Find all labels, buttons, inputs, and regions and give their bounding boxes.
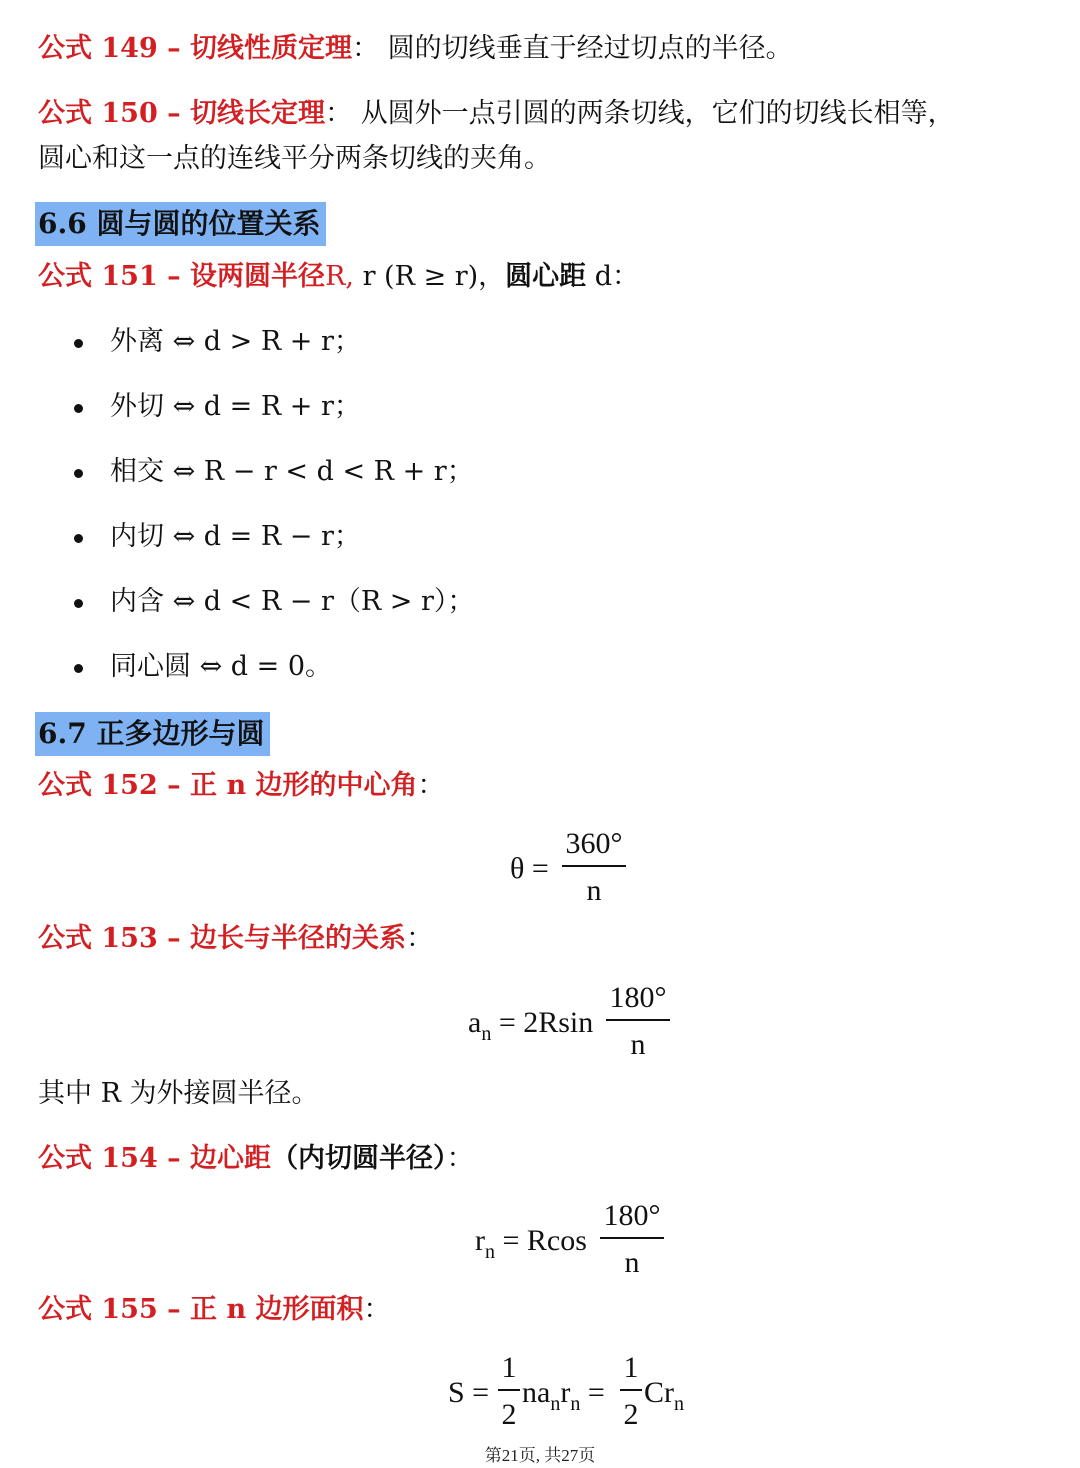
formula-154-paren: （内切圆半径） (271, 1143, 447, 1174)
list-item (72, 585, 474, 650)
formula-153-note: 其中 R 为外接圆半径。 (38, 1078, 319, 1109)
formula-150-continued (38, 142, 551, 176)
relation-condition: ⇔ d = 0。 (191, 651, 333, 682)
list-item (72, 455, 474, 520)
equation-152-fraction (562, 826, 626, 909)
circle-relation-list (72, 325, 474, 715)
formula-151 (38, 260, 639, 294)
formula-153-tail: ： (406, 923, 434, 954)
list-item (72, 650, 474, 715)
fraction-denominator: n (624, 1246, 640, 1279)
formula-152-label: 公式 152 – 正 n 边形的中心角 (38, 770, 418, 801)
formula-149 (38, 32, 793, 66)
relation-condition: ⇔ d = R + r； (164, 391, 361, 422)
formula-150-text-2: 圆心和这一点的连线平分两条切线的夹角。 (38, 143, 551, 174)
equation-153-fraction (606, 980, 670, 1063)
relation-condition: ⇔ R − r < d < R + r； (164, 456, 474, 487)
list-item (72, 520, 474, 585)
equation-155-sub-3: n (674, 1393, 684, 1415)
relation-term: 内切 (110, 521, 164, 552)
equation-155-equals: = (580, 1376, 605, 1409)
relation-term: 相交 (110, 456, 164, 487)
relation-term: 外离 (110, 326, 164, 357)
formula-150 (38, 97, 955, 131)
equation-155-sub-1: n (550, 1393, 561, 1415)
fraction-numerator: 1 (623, 1351, 639, 1384)
section-heading-6-6: 6.6 圆与圆的位置关系 (35, 202, 326, 246)
formula-152-tail: ： (417, 770, 445, 801)
fraction-denominator: 2 (501, 1398, 517, 1431)
fraction-denominator: 2 (623, 1398, 639, 1431)
equation-155-tail (644, 1376, 684, 1415)
formula-151-vars: R, (325, 261, 354, 292)
fraction-numerator: 180° (609, 981, 667, 1014)
formula-150-label: 公式 150 – 切线长定理 (38, 98, 326, 129)
equation-155-fraction-1 (498, 1350, 520, 1433)
bullet-dot-icon (74, 599, 83, 608)
fraction-bar (606, 1019, 670, 1021)
bullet-dot-icon (74, 469, 83, 478)
relation-term: 同心圆 (110, 651, 191, 682)
equation-155-sub-2: n (570, 1393, 581, 1415)
bullet-dot-icon (74, 664, 83, 673)
formula-153-label: 公式 153 – 边长与半径的关系 (38, 923, 407, 954)
equation-154-fraction (600, 1198, 664, 1281)
relation-condition: ⇔ d < R − r（R > r）； (164, 586, 475, 617)
fraction-numerator: 360° (565, 827, 623, 860)
section-heading-6-7: 6.7 正多边形与圆 (35, 712, 270, 756)
equation-154 (475, 1224, 587, 1263)
equation-155-middle (522, 1376, 605, 1415)
equation-154-r: r (475, 1224, 485, 1257)
formula-154-tail: ： (446, 1143, 474, 1174)
relation-term: 外切 (110, 391, 164, 422)
fraction-bar (600, 1237, 664, 1239)
fraction-bar (498, 1389, 520, 1391)
equation-153-sub: n (481, 1023, 492, 1045)
equation-155-r: r (560, 1376, 571, 1409)
fraction-numerator: 180° (603, 1199, 661, 1232)
list-item (72, 325, 474, 390)
equation-155-fraction-2 (620, 1350, 642, 1433)
equation-153-a: a (468, 1006, 482, 1039)
equation-152 (510, 852, 549, 886)
fraction-denominator: n (630, 1028, 646, 1061)
formula-155-tail: ： (363, 1294, 391, 1325)
formula-153 (38, 922, 433, 956)
equation-154-sub: n (485, 1241, 495, 1263)
fraction-denominator: n (586, 874, 602, 907)
formula-149-text: ： 圆的切线垂直于经过切点的半径。 (352, 33, 793, 64)
formula-154-label: 公式 154 – 边心距 (38, 1143, 272, 1174)
page-footer: 第21页, 共27页 (484, 1446, 596, 1465)
formula-154 (38, 1142, 474, 1176)
formula-151-cond: r (R ≥ r)， (353, 261, 506, 292)
fraction-bar (620, 1389, 642, 1391)
equation-154-rhs: = Rcos (495, 1224, 587, 1257)
equation-155-na: na (522, 1376, 551, 1409)
relation-term: 内含 (110, 586, 164, 617)
fraction-bar (562, 865, 626, 867)
equation-155-lhs: S = (448, 1376, 490, 1409)
formula-149-label: 公式 149 – 切线性质定理 (38, 33, 353, 64)
equation-155-cr: Cr (644, 1376, 674, 1409)
equation-152-lhs: θ = (510, 852, 549, 885)
equation-153-rhs: = 2Rsin (491, 1006, 594, 1039)
formula-152 (38, 769, 445, 803)
bullet-dot-icon (74, 534, 83, 543)
bullet-dot-icon (74, 339, 83, 348)
equation-153 (468, 1006, 594, 1045)
relation-condition: ⇔ d = R − r； (164, 521, 361, 552)
formula-151-label: 公式 151 – 设两圆半径 (38, 261, 326, 292)
formula-155 (38, 1293, 391, 1327)
fraction-numerator: 1 (501, 1351, 517, 1384)
formula-151-distance-label: 圆心距 (505, 261, 587, 292)
list-item (72, 390, 474, 455)
formula-150-text-1: ： 从圆外一点引圆的两条切线，它们的切线长相等， (325, 98, 955, 129)
relation-condition: ⇔ d > R + r； (164, 326, 361, 357)
formula-155-label: 公式 155 – 正 n 边形面积 (38, 1294, 364, 1325)
bullet-dot-icon (74, 404, 83, 413)
formula-151-tail: d： (586, 261, 640, 292)
